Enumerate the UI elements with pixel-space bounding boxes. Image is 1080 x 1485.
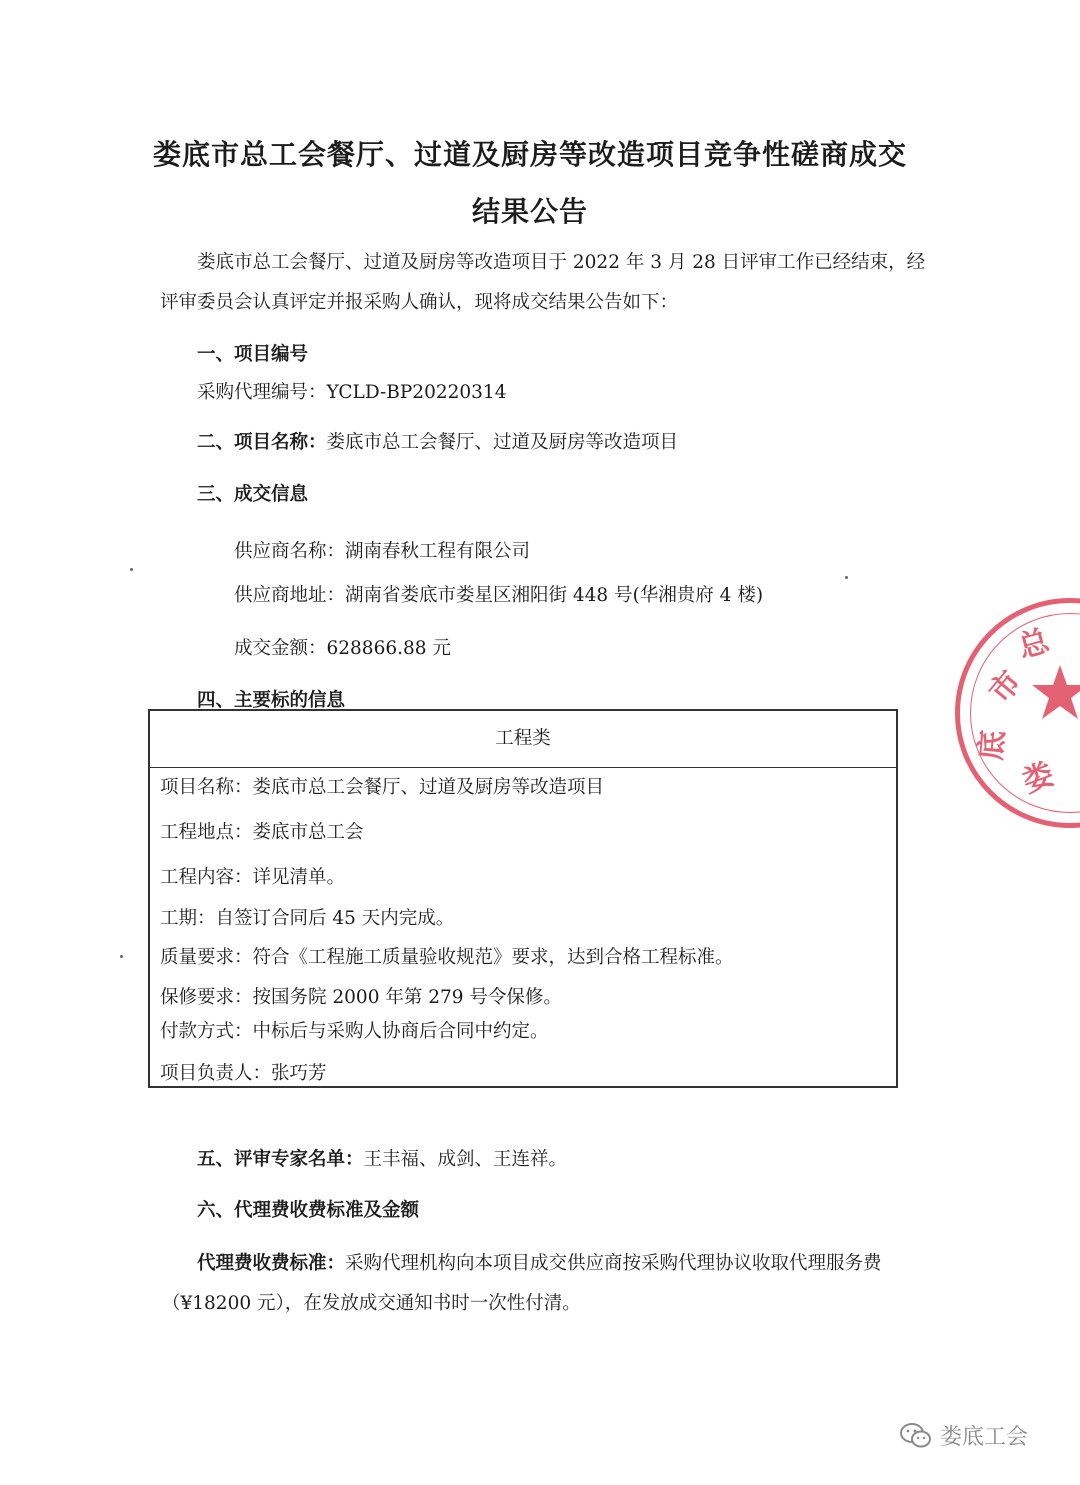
- section5: [197, 1145, 567, 1171]
- watermark-text: 娄底工会: [940, 1425, 1029, 1450]
- table-row: 工期：自签订合同后 45 天内完成。: [160, 908, 455, 929]
- watermark: [900, 1420, 1028, 1451]
- table-header: 工程类: [150, 711, 896, 768]
- table-row: 质量要求：符合《工程施工质量验收规范》要求，达到合格工程标准。: [160, 947, 734, 968]
- project-name: 娄底市总工会餐厅、过道及厨房等改造项目: [326, 432, 679, 453]
- section1-heading: 一、项目编号: [197, 344, 309, 365]
- deal-amount: 成交金额：628866.88 元: [234, 638, 451, 659]
- fee-standard-line-2: （¥18200 元），在发放成交通知书时一次性付清。: [162, 1293, 581, 1314]
- table-row: 项目负责人：张巧芳: [160, 1063, 327, 1084]
- section3-heading: 三、成交信息: [197, 484, 309, 505]
- supplier-address: 供应商地址：湖南省娄底市娄星区湘阳街 448 号(华湘贵府 4 楼): [234, 585, 764, 606]
- seal-char: 市: [982, 664, 1029, 710]
- official-seal: [955, 598, 1080, 828]
- intro-line-1: 娄底市总工会餐厅、过道及厨房等改造项目于 2022 年 3 月 28 日评审工作已经结束，经: [197, 252, 926, 273]
- fee-standard-line-1: [197, 1249, 882, 1275]
- section2: [197, 428, 678, 454]
- expert-list: 王丰福、成剑、王连祥。: [363, 1149, 568, 1170]
- info-table: [148, 709, 898, 1088]
- section6-heading: 六、代理费收费标准及金额: [197, 1200, 420, 1221]
- table-row: 保修要求：按国务院 2000 年第 279 号令保修。: [160, 987, 562, 1008]
- table-row: 工程地点：娄底市总工会: [160, 822, 364, 843]
- seal-char: 底: [973, 728, 1012, 762]
- procurement-code: 采购代理编号：YCLD-BP20220314: [197, 382, 507, 403]
- seal-star-icon: [1030, 663, 1080, 723]
- scan-dot: [845, 576, 848, 579]
- supplier-name: 供应商名称：湖南春秋工程有限公司: [234, 541, 531, 562]
- section5-heading: 五、评审专家名单：: [197, 1149, 364, 1170]
- wechat-icon: [900, 1422, 932, 1450]
- seal-char: 娄: [1018, 756, 1059, 800]
- title-line-1: 娄底市总工会餐厅、过道及厨房等改造项目竞争性磋商成交: [152, 138, 907, 171]
- table-row: 付款方式：中标后与采购人协商后合同中约定。: [160, 1021, 549, 1042]
- table-row: 工程内容：详见清单。: [160, 867, 346, 888]
- seal-char: 总: [1014, 623, 1053, 666]
- table-row: 项目名称：娄底市总工会餐厅、过道及厨房等改造项目: [160, 777, 605, 798]
- section4-heading: 四、主要标的信息: [197, 690, 346, 711]
- section2-heading: 二、项目名称：: [197, 432, 327, 453]
- intro-line-2: 评审委员会认真评定并报采购人确认，现将成交结果公告如下：: [160, 292, 679, 313]
- title-line-2: 结果公告: [471, 195, 588, 228]
- scan-dot: [130, 568, 133, 571]
- scan-dot: [120, 955, 123, 958]
- fee-standard-text: 采购代理机构向本项目成交供应商按采购代理协议收取代理服务费: [345, 1253, 882, 1274]
- fee-standard-label: 代理费收费标准：: [197, 1253, 346, 1274]
